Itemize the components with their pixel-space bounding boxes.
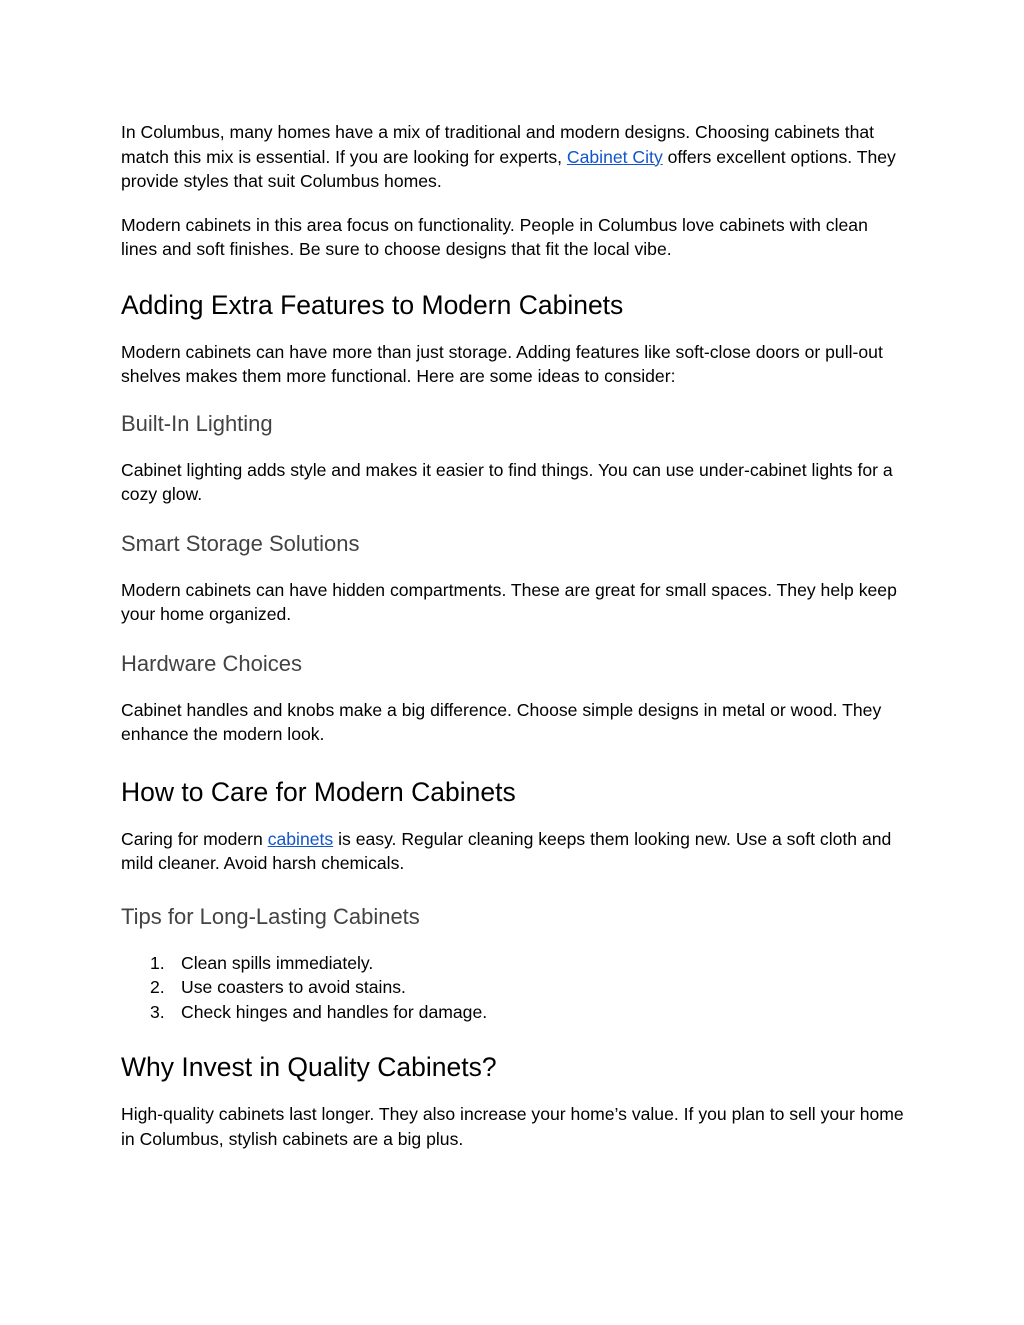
list-item-number: 2. — [150, 977, 165, 997]
list-item-text: Use coasters to avoid stains. — [181, 977, 406, 997]
cabinets-link[interactable]: cabinets — [267, 828, 334, 849]
storage-paragraph: Modern cabinets can have hidden compartments. These are great for small spaces. They help keep your home organized. — [121, 579, 897, 624]
care-paragraph-text-start: Caring for modern — [121, 828, 268, 849]
extra-features-paragraph: Modern cabinets can have more than just storage. Adding features like soft-close doors or pull-out shelves makes them more functional. Here are some ideas to consider: — [121, 341, 883, 386]
list-item — [121, 1000, 904, 1025]
list-item-text: Clean spills immediately. — [181, 952, 374, 973]
cabinet-city-link[interactable]: Cabinet City — [566, 146, 663, 167]
subheading-tips: Tips for Long-Lasting Cabinets — [121, 903, 420, 929]
list-item-text: Check hinges and handles for damage. — [181, 1001, 488, 1022]
heading-extra-features: Adding Extra Features to Modern Cabinets — [121, 289, 624, 320]
subheading-smart-storage: Smart Storage Solutions — [121, 530, 360, 556]
subheading-built-in-lighting: Built-In Lighting — [121, 410, 273, 436]
heading-invest: Why Invest in Quality Cabinets? — [121, 1052, 497, 1082]
tips-list — [121, 951, 904, 1025]
list-item-number: 1. — [150, 952, 165, 973]
list-item — [121, 951, 904, 976]
heading-care: How to Care for Modern Cabinets — [121, 776, 516, 807]
intro-paragraph-2: Modern cabinets in this area focus on functionality. People in Columbus love cabinets with clean lines and soft finishes. Be sure to choose designs that fit the local vibe. — [121, 214, 868, 259]
care-paragraph — [121, 827, 904, 876]
intro-paragraph-1-text-end: offers excellent options. They provide styles that suit Columbus homes. — [121, 146, 896, 191]
intro-paragraph-1 — [121, 120, 904, 194]
list-item — [121, 975, 904, 1000]
care-paragraph-text-end: is easy. Regular cleaning keeps them looking new. Use a soft cloth and mild cleaner. Avoid harsh chemicals. — [121, 828, 892, 873]
lighting-paragraph: Cabinet lighting adds style and makes it easier to find things. You can use under-cabinet lights for a cozy glow. — [121, 459, 893, 504]
list-item-number: 3. — [150, 1001, 165, 1022]
hardware-paragraph: Cabinet handles and knobs make a big difference. Choose simple designs in metal or wood. They enhance the modern look. — [121, 699, 882, 744]
intro-paragraph-1-text-start: In Columbus, many homes have a mix of traditional and modern designs. Choosing cabinets that match this mix is essential. If you are looking for experts, — [121, 122, 875, 167]
subheading-hardware-choices: Hardware Choices — [121, 650, 302, 676]
invest-paragraph: High-quality cabinets last longer. They also increase your home’s value. If you plan to sell your home in Columbus, stylish cabinets are a big plus. — [121, 1104, 904, 1149]
